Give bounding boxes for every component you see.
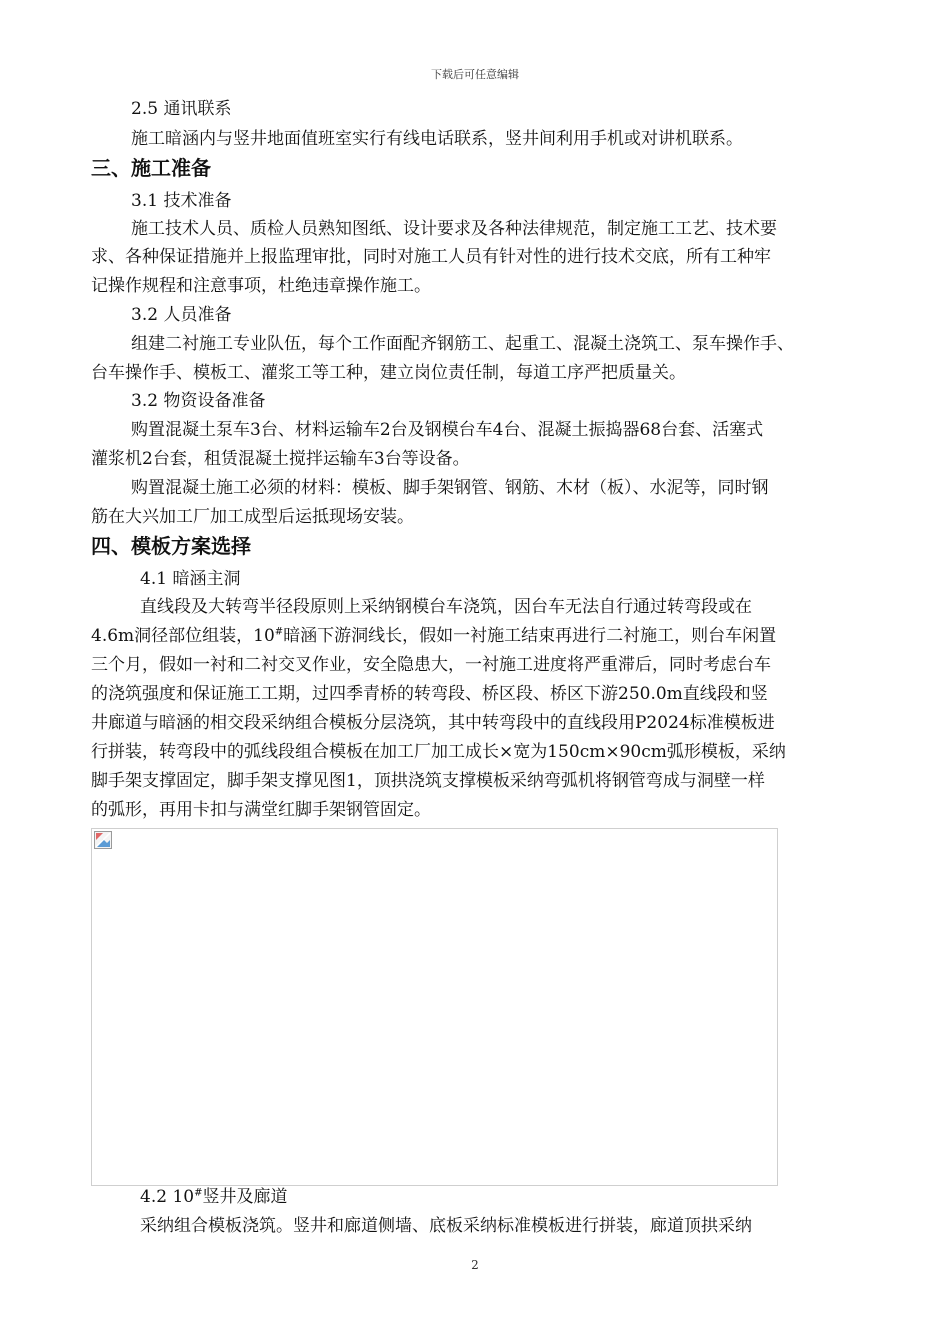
paragraph-line: 施工技术人员、质检人员熟知图纸、设计要求及各种法律规范，制定施工工艺、技术要	[131, 219, 777, 239]
paragraph-line: 筋在大兴加工厂加工成型后运抵现场安装。	[91, 507, 414, 527]
paragraph-line: 记操作规程和注意事项，杜绝违章操作施工。	[91, 276, 431, 296]
section-3-1-title: 3.1 技术准备	[131, 191, 232, 211]
page-number: 2	[471, 1258, 479, 1272]
paragraph-line: 组建二衬施工专业队伍，每个工作面配齐钢筋工、起重工、混凝土浇筑工、泵车操作手、	[131, 334, 794, 354]
section-4-2-title: 4.2 10#竖井及廊道	[140, 1187, 288, 1207]
paragraph-line: 的浇筑强度和保证施工工期，过四季青桥的转弯段、桥区段、桥区下游250.0m直线段和竖	[91, 684, 768, 704]
section-3-2-title: 3.2 人员准备	[131, 305, 232, 325]
paragraph-line: 施工暗涵内与竖井地面值班室实行有线电话联系，竖井间利用手机或对讲机联系。	[131, 129, 743, 149]
paragraph-line: 脚手架支撑固定，脚手架支撑见图1，顶拱浇筑支撑模板采纳弯弧机将钢管弯成与洞壁一样	[91, 771, 765, 791]
paragraph-line: 采纳组合模板浇筑。竖井和廊道侧墙、底板采纳标准模板进行拼装，廊道顶拱采纳	[140, 1216, 752, 1236]
paragraph-line: 购置混凝土施工必须的材料：模板、脚手架钢管、钢筋、木材（板）、水泥等，同时钢	[131, 478, 769, 498]
figure-1-placeholder	[91, 828, 778, 1186]
paragraph-line: 井廊道与暗涵的相交段采纳组合模板分层浇筑，其中转弯段中的直线段用P2024标准模板进	[91, 713, 775, 733]
paragraph-line: 灌浆机2台套，租赁混凝土搅拌运输车3台等设备。	[91, 449, 470, 469]
paragraph-line: 三个月，假如一衬和二衬交叉作业，安全隐患大，一衬施工进度将严重滞后，同时考虑台车	[91, 655, 771, 675]
paragraph-line: 求、各种保证措施并上报监理审批，同时对施工人员有针对性的进行技术交底，所有工种牢	[91, 247, 771, 267]
paragraph-line: 台车操作手、模板工、灌浆工等工种，建立岗位责任制，每道工序严把质量关。	[91, 363, 686, 383]
section-4-1-title: 4.1 暗涵主洞	[140, 569, 241, 589]
paragraph-line: 行拼装，转弯段中的弧线段组合模板在加工厂加工成长×宽为150cm×90cm弧形模板，采纳	[91, 742, 786, 762]
page-header: 下载后可任意编辑	[431, 68, 519, 81]
section-3-heading: 三、施工准备	[91, 156, 211, 180]
paragraph-line: 4.6m洞径部位组装，10#暗涵下游洞线长，假如一衬施工结束再进行二衬施工，则台车闲置	[91, 626, 777, 646]
broken-image-icon	[94, 831, 112, 849]
paragraph-line: 购置混凝土泵车3台、材料运输车2台及钢模台车4台、混凝土振捣器68台套、活塞式	[131, 420, 764, 440]
section-2-5-title: 2.5 通讯联系	[131, 99, 232, 119]
paragraph-line: 的弧形，再用卡扣与满堂红脚手架钢管固定。	[91, 800, 431, 820]
section-3-2b-title: 3.2 物资设备准备	[131, 391, 266, 411]
paragraph-line: 直线段及大转弯半径段原则上采纳钢模台车浇筑，因台车无法自行通过转弯段或在	[140, 597, 752, 617]
section-4-heading: 四、模板方案选择	[91, 534, 251, 558]
